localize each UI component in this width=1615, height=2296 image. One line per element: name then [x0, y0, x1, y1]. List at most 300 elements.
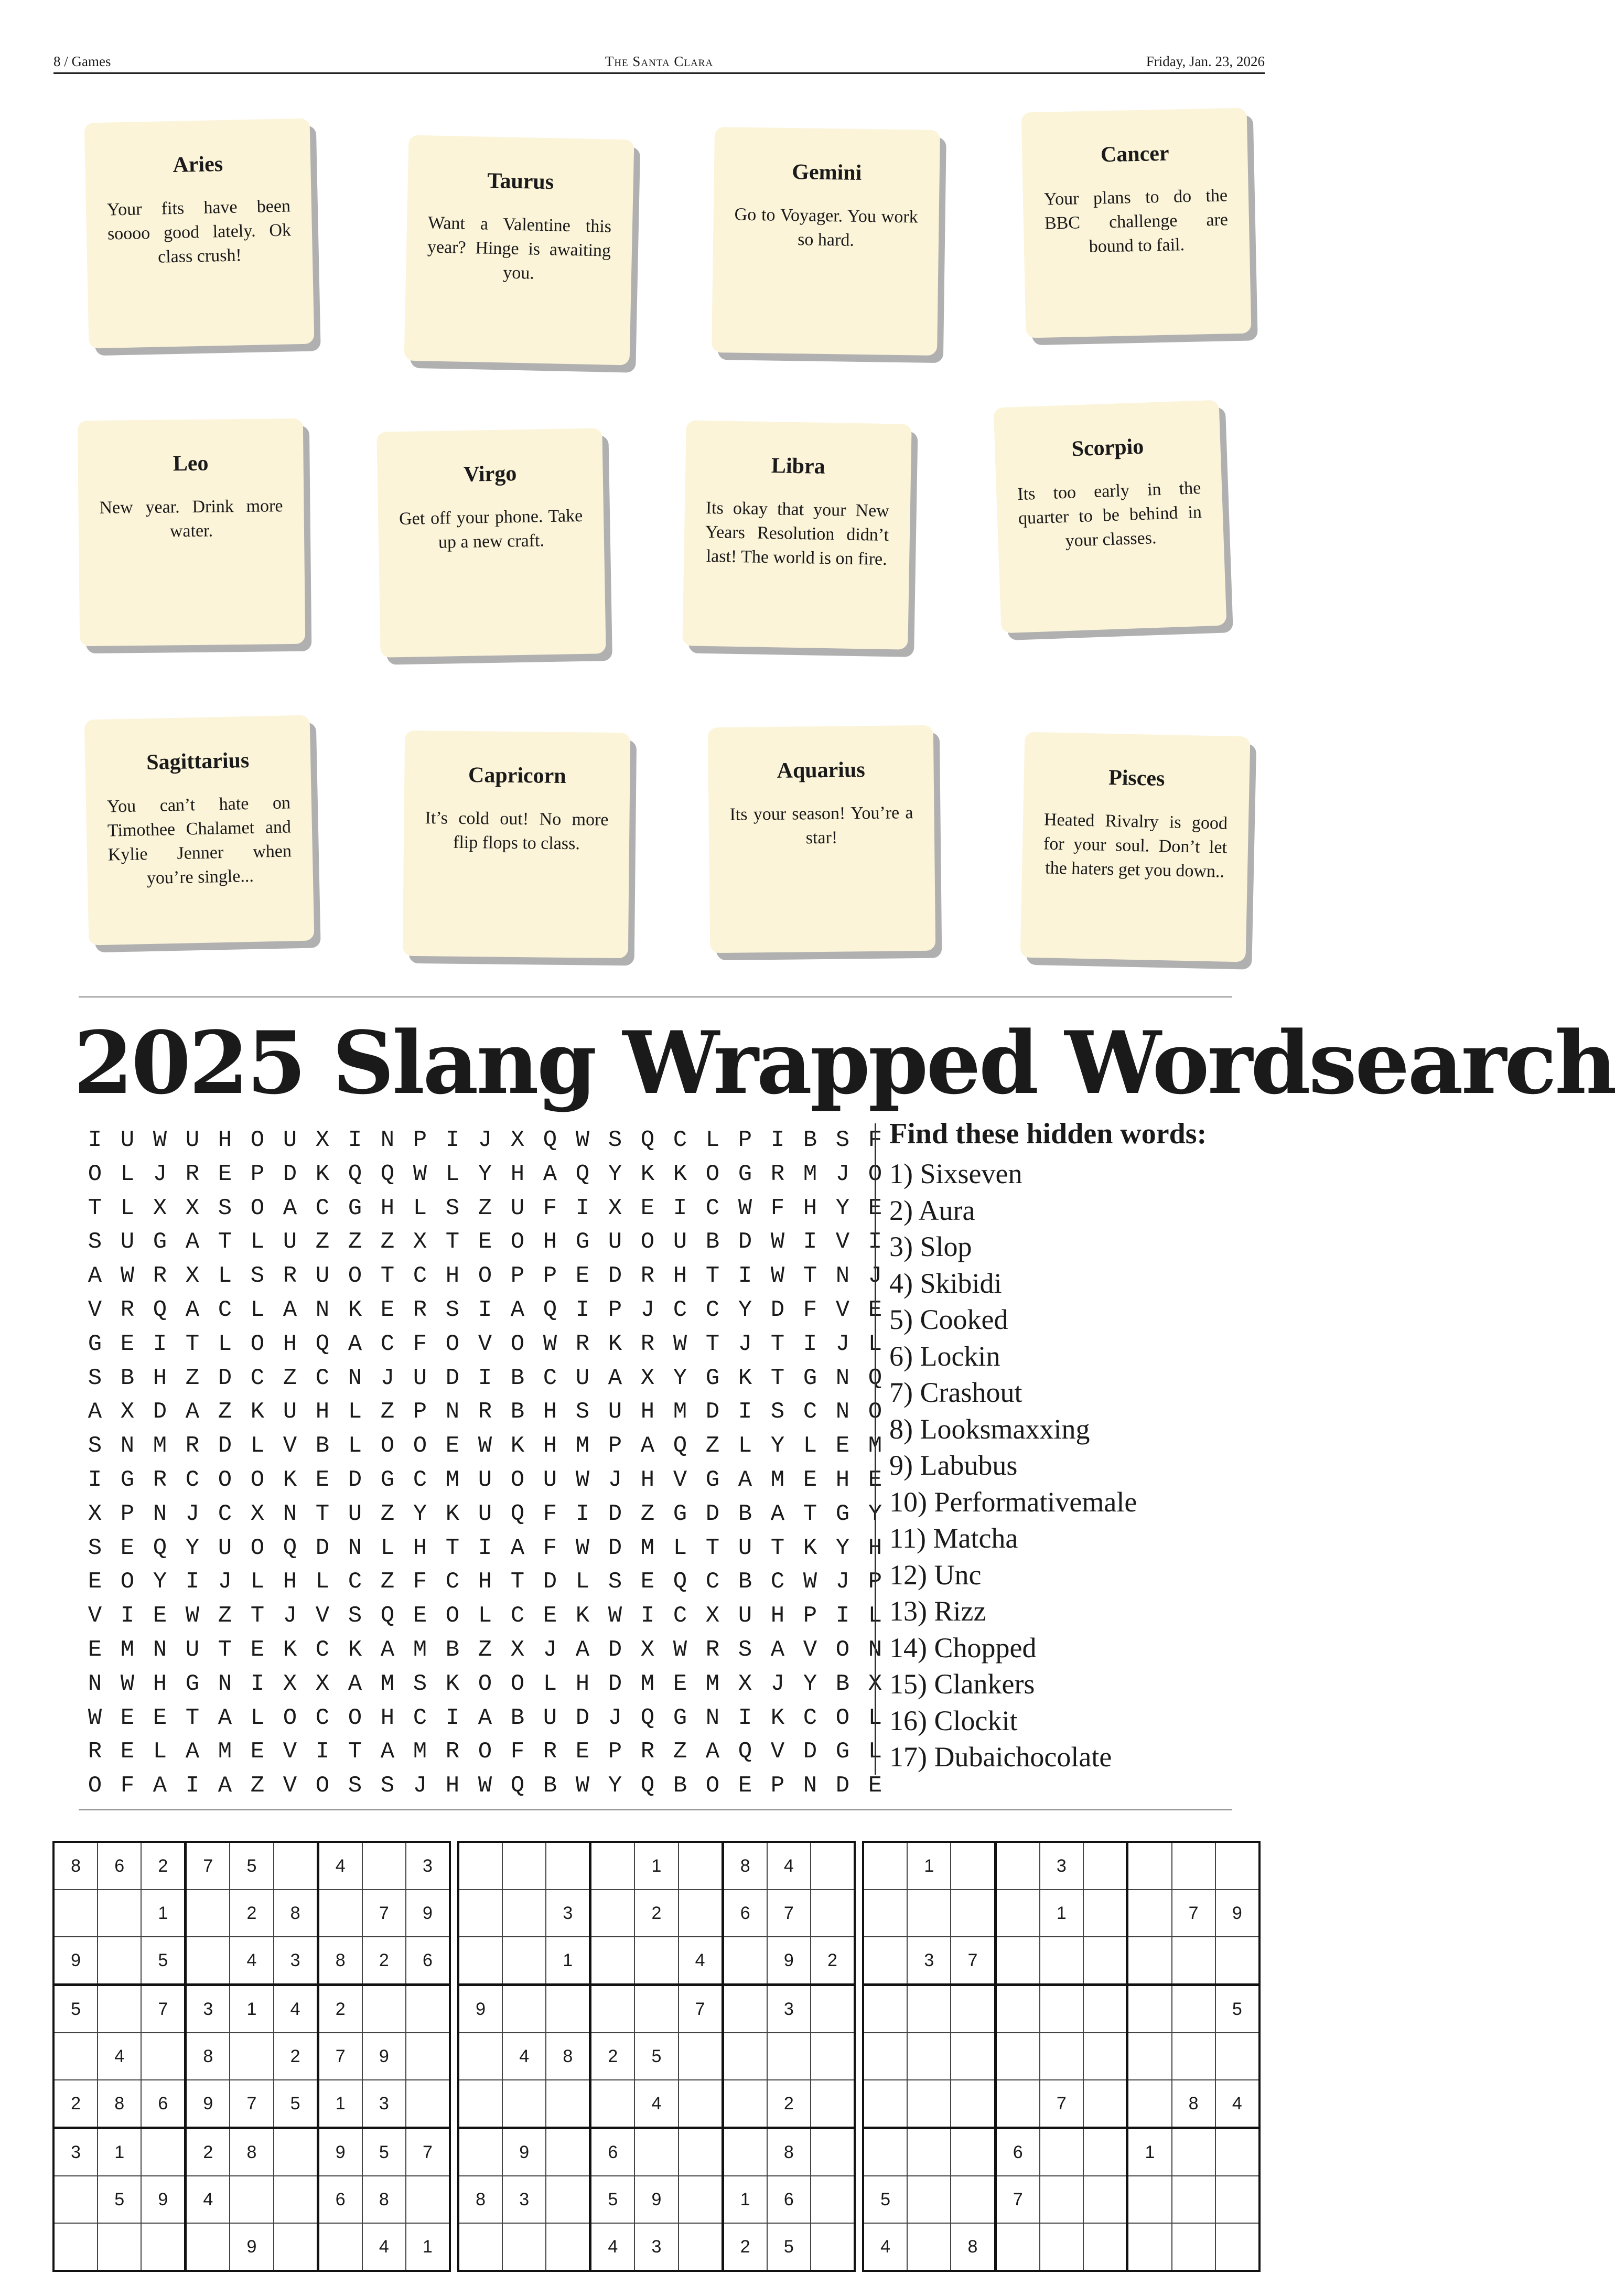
- wordsearch-letter[interactable]: T: [705, 1535, 720, 1561]
- wordsearch-letter[interactable]: P: [120, 1500, 135, 1527]
- wordsearch-letter[interactable]: C: [673, 1603, 687, 1629]
- sudoku-empty-cell[interactable]: [1040, 2223, 1083, 2271]
- sudoku-empty-cell[interactable]: [811, 1985, 855, 2033]
- sudoku-empty-cell[interactable]: [1083, 1985, 1127, 2033]
- wordsearch-letter[interactable]: J: [185, 1500, 200, 1527]
- wordsearch-letter[interactable]: U: [478, 1500, 492, 1527]
- sudoku-empty-cell[interactable]: [1083, 2223, 1127, 2271]
- sudoku-empty-cell[interactable]: [1040, 2033, 1083, 2080]
- wordsearch-letter[interactable]: M: [218, 1739, 232, 1765]
- wordsearch-letter[interactable]: P: [770, 1773, 785, 1799]
- wordsearch-letter[interactable]: A: [88, 1399, 102, 1425]
- wordsearch-letter[interactable]: C: [380, 1331, 395, 1357]
- wordsearch-letter[interactable]: S: [413, 1670, 427, 1697]
- wordsearch-letter[interactable]: D: [153, 1399, 167, 1425]
- wordsearch-letter[interactable]: I: [348, 1127, 362, 1153]
- wordsearch-letter[interactable]: T: [315, 1500, 330, 1527]
- sudoku-empty-cell[interactable]: [907, 1890, 951, 1937]
- wordsearch-letter[interactable]: L: [250, 1704, 265, 1731]
- wordsearch-letter[interactable]: L: [380, 1535, 395, 1561]
- wordsearch-letter[interactable]: W: [738, 1195, 752, 1221]
- sudoku-empty-cell[interactable]: [951, 1985, 995, 2033]
- wordsearch-letter[interactable]: X: [510, 1127, 525, 1153]
- wordsearch-letter[interactable]: A: [770, 1636, 785, 1663]
- wordsearch-letter[interactable]: H: [380, 1704, 395, 1731]
- wordsearch-letter[interactable]: T: [185, 1704, 200, 1731]
- sudoku-empty-cell[interactable]: [546, 2223, 590, 2271]
- wordsearch-letter[interactable]: O: [510, 1466, 525, 1493]
- wordsearch-letter[interactable]: Y: [770, 1433, 785, 1460]
- wordsearch-letter[interactable]: S: [445, 1296, 460, 1323]
- wordsearch-letter[interactable]: J: [770, 1670, 785, 1697]
- wordsearch-letter[interactable]: T: [250, 1603, 265, 1629]
- wordsearch-letter[interactable]: A: [738, 1466, 752, 1493]
- wordsearch-letter[interactable]: H: [835, 1466, 850, 1493]
- wordsearch-letter[interactable]: Z: [315, 1229, 330, 1256]
- wordsearch-letter[interactable]: C: [803, 1399, 817, 1425]
- wordsearch-letter[interactable]: H: [640, 1399, 655, 1425]
- wordsearch-letter[interactable]: X: [608, 1195, 622, 1221]
- sudoku-empty-cell[interactable]: [1127, 1985, 1172, 2033]
- wordsearch-letter[interactable]: N: [380, 1127, 395, 1153]
- sudoku-empty-cell[interactable]: [1172, 2128, 1215, 2176]
- wordsearch-letter[interactable]: L: [803, 1433, 817, 1460]
- sudoku-puzzle-3[interactable]: [862, 1841, 1261, 2272]
- wordsearch-letter[interactable]: O: [250, 1195, 265, 1221]
- wordsearch-letter[interactable]: L: [868, 1331, 882, 1357]
- wordsearch-letter[interactable]: O: [413, 1433, 427, 1460]
- sudoku-empty-cell[interactable]: [546, 2080, 590, 2128]
- wordsearch-letter[interactable]: L: [705, 1127, 720, 1153]
- wordsearch-letter[interactable]: Y: [803, 1670, 817, 1697]
- wordsearch-letter[interactable]: S: [608, 1569, 622, 1595]
- wordsearch-letter[interactable]: C: [543, 1365, 557, 1391]
- sudoku-empty-cell[interactable]: [230, 2033, 273, 2080]
- wordsearch-letter[interactable]: A: [88, 1263, 102, 1290]
- wordsearch-letter[interactable]: C: [673, 1296, 687, 1323]
- wordsearch-letter[interactable]: G: [153, 1229, 167, 1256]
- sudoku-empty-cell[interactable]: [679, 1890, 723, 1937]
- wordsearch-letter[interactable]: T: [88, 1195, 102, 1221]
- wordsearch-letter[interactable]: K: [348, 1636, 362, 1663]
- wordsearch-letter[interactable]: Q: [738, 1739, 752, 1765]
- wordsearch-letter[interactable]: A: [153, 1773, 167, 1799]
- wordsearch-letter[interactable]: E: [88, 1569, 102, 1595]
- wordsearch-letter[interactable]: J: [835, 1569, 850, 1595]
- wordsearch-letter[interactable]: C: [218, 1500, 232, 1527]
- wordsearch-letter[interactable]: C: [185, 1466, 200, 1493]
- wordsearch-letter[interactable]: I: [640, 1603, 655, 1629]
- wordsearch-letter[interactable]: I: [738, 1263, 752, 1290]
- wordsearch-letter[interactable]: S: [218, 1195, 232, 1221]
- wordsearch-letter[interactable]: N: [868, 1636, 882, 1663]
- wordsearch-letter[interactable]: O: [705, 1773, 720, 1799]
- wordsearch-letter[interactable]: G: [348, 1195, 362, 1221]
- wordsearch-letter[interactable]: J: [608, 1466, 622, 1493]
- wordsearch-letter[interactable]: I: [445, 1704, 460, 1731]
- wordsearch-letter[interactable]: K: [283, 1636, 297, 1663]
- wordsearch-letter[interactable]: I: [738, 1399, 752, 1425]
- wordsearch-letter[interactable]: O: [445, 1331, 460, 1357]
- wordsearch-letter[interactable]: F: [543, 1535, 557, 1561]
- sudoku-empty-cell[interactable]: [1127, 1842, 1172, 1890]
- sudoku-empty-cell[interactable]: [1172, 1985, 1215, 2033]
- sudoku-empty-cell[interactable]: [1040, 2128, 1083, 2176]
- wordsearch-letter[interactable]: N: [88, 1670, 102, 1697]
- wordsearch-letter[interactable]: F: [868, 1127, 882, 1153]
- wordsearch-letter[interactable]: G: [185, 1670, 200, 1697]
- wordsearch-letter[interactable]: J: [153, 1161, 167, 1187]
- sudoku-empty-cell[interactable]: [634, 1937, 678, 1985]
- sudoku-empty-cell[interactable]: [723, 1937, 767, 1985]
- wordsearch-letter[interactable]: I: [153, 1331, 167, 1357]
- sudoku-empty-cell[interactable]: [546, 1985, 590, 2033]
- wordsearch-letter[interactable]: I: [575, 1500, 590, 1527]
- wordsearch-letter[interactable]: L: [250, 1433, 265, 1460]
- sudoku-empty-cell[interactable]: [1127, 2223, 1172, 2271]
- wordsearch-letter[interactable]: H: [868, 1535, 882, 1561]
- sudoku-empty-cell[interactable]: [1172, 1842, 1215, 1890]
- sudoku-empty-cell[interactable]: [406, 2176, 450, 2223]
- wordsearch-letter[interactable]: J: [835, 1161, 850, 1187]
- wordsearch-letter[interactable]: J: [608, 1704, 622, 1731]
- wordsearch-letter[interactable]: I: [835, 1603, 850, 1629]
- wordsearch-letter[interactable]: R: [445, 1739, 460, 1765]
- wordsearch-letter[interactable]: R: [478, 1399, 492, 1425]
- wordsearch-letter[interactable]: E: [153, 1603, 167, 1629]
- wordsearch-letter[interactable]: Y: [608, 1773, 622, 1799]
- wordsearch-letter[interactable]: L: [445, 1161, 460, 1187]
- wordsearch-letter[interactable]: W: [575, 1773, 590, 1799]
- wordsearch-letter[interactable]: A: [380, 1636, 395, 1663]
- sudoku-empty-cell[interactable]: [1215, 2223, 1259, 2271]
- wordsearch-letter[interactable]: N: [153, 1636, 167, 1663]
- wordsearch-letter[interactable]: X: [640, 1365, 655, 1391]
- wordsearch-letter[interactable]: Q: [640, 1773, 655, 1799]
- wordsearch-letter[interactable]: P: [413, 1127, 427, 1153]
- wordsearch-letter[interactable]: O: [478, 1739, 492, 1765]
- wordsearch-letter[interactable]: R: [153, 1263, 167, 1290]
- wordsearch-letter[interactable]: J: [380, 1365, 395, 1391]
- wordsearch-letter[interactable]: U: [315, 1263, 330, 1290]
- wordsearch-letter[interactable]: E: [478, 1229, 492, 1256]
- wordsearch-letter[interactable]: I: [770, 1127, 785, 1153]
- wordsearch-letter[interactable]: U: [120, 1229, 135, 1256]
- wordsearch-letter[interactable]: B: [803, 1127, 817, 1153]
- sudoku-empty-cell[interactable]: [863, 2033, 907, 2080]
- wordsearch-letter[interactable]: R: [185, 1161, 200, 1187]
- wordsearch-letter[interactable]: U: [738, 1535, 752, 1561]
- sudoku-empty-cell[interactable]: [1127, 2176, 1172, 2223]
- wordsearch-letter[interactable]: E: [88, 1636, 102, 1663]
- wordsearch-letter[interactable]: S: [88, 1433, 102, 1460]
- wordsearch-letter[interactable]: C: [348, 1569, 362, 1595]
- wordsearch-letter[interactable]: O: [250, 1127, 265, 1153]
- sudoku-empty-cell[interactable]: [458, 1842, 502, 1890]
- wordsearch-letter[interactable]: D: [608, 1670, 622, 1697]
- sudoku-empty-cell[interactable]: [811, 2176, 855, 2223]
- wordsearch-letter[interactable]: T: [185, 1331, 200, 1357]
- wordsearch-letter[interactable]: S: [88, 1229, 102, 1256]
- sudoku-empty-cell[interactable]: [502, 2223, 546, 2271]
- wordsearch-letter[interactable]: E: [868, 1773, 882, 1799]
- wordsearch-letter[interactable]: L: [738, 1433, 752, 1460]
- sudoku-empty-cell[interactable]: [1215, 1842, 1259, 1890]
- wordsearch-letter[interactable]: K: [510, 1433, 525, 1460]
- wordsearch-letter[interactable]: H: [575, 1670, 590, 1697]
- wordsearch-letter[interactable]: Q: [575, 1161, 590, 1187]
- wordsearch-letter[interactable]: L: [348, 1433, 362, 1460]
- wordsearch-letter[interactable]: R: [283, 1263, 297, 1290]
- sudoku-empty-cell[interactable]: [458, 2223, 502, 2271]
- sudoku-empty-cell[interactable]: [546, 1842, 590, 1890]
- wordsearch-letter[interactable]: B: [510, 1399, 525, 1425]
- wordsearch-letter[interactable]: T: [770, 1535, 785, 1561]
- wordsearch-letter[interactable]: A: [185, 1296, 200, 1323]
- wordsearch-letter[interactable]: D: [705, 1399, 720, 1425]
- wordsearch-letter[interactable]: W: [770, 1229, 785, 1256]
- wordsearch-letter[interactable]: A: [608, 1365, 622, 1391]
- sudoku-empty-cell[interactable]: [863, 1937, 907, 1985]
- wordsearch-letter[interactable]: I: [803, 1331, 817, 1357]
- wordsearch-letter[interactable]: E: [315, 1466, 330, 1493]
- sudoku-empty-cell[interactable]: [951, 1890, 995, 1937]
- wordsearch-letter[interactable]: E: [445, 1433, 460, 1460]
- sudoku-empty-cell[interactable]: [1083, 2176, 1127, 2223]
- wordsearch-letter[interactable]: D: [543, 1569, 557, 1595]
- sudoku-empty-cell[interactable]: [458, 1937, 502, 1985]
- sudoku-empty-cell[interactable]: [907, 2080, 951, 2128]
- wordsearch-letter[interactable]: Y: [608, 1161, 622, 1187]
- wordsearch-letter[interactable]: O: [283, 1704, 297, 1731]
- sudoku-empty-cell[interactable]: [907, 2176, 951, 2223]
- wordsearch-letter[interactable]: O: [315, 1773, 330, 1799]
- wordsearch-letter[interactable]: T: [218, 1636, 232, 1663]
- sudoku-empty-cell[interactable]: [723, 2128, 767, 2176]
- wordsearch-letter[interactable]: Z: [380, 1569, 395, 1595]
- sudoku-empty-cell[interactable]: [1172, 1937, 1215, 1985]
- wordsearch-letter[interactable]: E: [413, 1603, 427, 1629]
- wordsearch-letter[interactable]: E: [120, 1331, 135, 1357]
- wordsearch-letter[interactable]: E: [640, 1195, 655, 1221]
- wordsearch-letter[interactable]: I: [673, 1195, 687, 1221]
- wordsearch-letter[interactable]: T: [348, 1739, 362, 1765]
- wordsearch-letter[interactable]: B: [510, 1365, 525, 1391]
- wordsearch-letter[interactable]: O: [120, 1569, 135, 1595]
- sudoku-empty-cell[interactable]: [318, 2223, 362, 2271]
- wordsearch-letter[interactable]: V: [283, 1739, 297, 1765]
- sudoku-empty-cell[interactable]: [995, 1985, 1040, 2033]
- wordsearch-letter[interactable]: F: [770, 1195, 785, 1221]
- wordsearch-letter[interactable]: A: [543, 1161, 557, 1187]
- wordsearch-letter[interactable]: L: [478, 1603, 492, 1629]
- wordsearch-letter[interactable]: H: [380, 1195, 395, 1221]
- sudoku-empty-cell[interactable]: [502, 1890, 546, 1937]
- wordsearch-letter[interactable]: X: [283, 1670, 297, 1697]
- wordsearch-letter[interactable]: P: [250, 1161, 265, 1187]
- wordsearch-letter[interactable]: Y: [835, 1535, 850, 1561]
- sudoku-empty-cell[interactable]: [53, 2176, 98, 2223]
- wordsearch-letter[interactable]: P: [413, 1399, 427, 1425]
- wordsearch-letter[interactable]: I: [250, 1670, 265, 1697]
- wordsearch-letter[interactable]: E: [575, 1263, 590, 1290]
- wordsearch-letter[interactable]: V: [770, 1739, 785, 1765]
- wordsearch-letter[interactable]: N: [315, 1296, 330, 1323]
- wordsearch-letter[interactable]: O: [705, 1161, 720, 1187]
- wordsearch-letter[interactable]: B: [738, 1500, 752, 1527]
- wordsearch-letter[interactable]: Q: [348, 1161, 362, 1187]
- wordsearch-letter[interactable]: L: [218, 1331, 232, 1357]
- wordsearch-letter[interactable]: E: [120, 1535, 135, 1561]
- sudoku-empty-cell[interactable]: [811, 2080, 855, 2128]
- wordsearch-letter[interactable]: E: [250, 1636, 265, 1663]
- wordsearch-letter[interactable]: R: [185, 1433, 200, 1460]
- wordsearch-letter[interactable]: A: [348, 1670, 362, 1697]
- wordsearch-letter[interactable]: L: [153, 1739, 167, 1765]
- wordsearch-letter[interactable]: K: [673, 1161, 687, 1187]
- wordsearch-letter[interactable]: R: [770, 1161, 785, 1187]
- wordsearch-letter[interactable]: J: [640, 1296, 655, 1323]
- sudoku-empty-cell[interactable]: [98, 1985, 141, 2033]
- wordsearch-letter[interactable]: Z: [185, 1365, 200, 1391]
- wordsearch-letter[interactable]: Q: [640, 1127, 655, 1153]
- wordsearch-letter[interactable]: R: [640, 1739, 655, 1765]
- wordsearch-letter[interactable]: S: [738, 1636, 752, 1663]
- wordsearch-letter[interactable]: W: [803, 1569, 817, 1595]
- sudoku-empty-cell[interactable]: [502, 1985, 546, 2033]
- wordsearch-letter[interactable]: K: [315, 1161, 330, 1187]
- wordsearch-letter[interactable]: E: [575, 1739, 590, 1765]
- wordsearch-letter[interactable]: D: [608, 1535, 622, 1561]
- sudoku-empty-cell[interactable]: [863, 1890, 907, 1937]
- wordsearch-letter[interactable]: P: [510, 1263, 525, 1290]
- wordsearch-letter[interactable]: M: [380, 1670, 395, 1697]
- sudoku-empty-cell[interactable]: [1040, 1937, 1083, 1985]
- sudoku-empty-cell[interactable]: [98, 1890, 141, 1937]
- wordsearch-letter[interactable]: D: [835, 1773, 850, 1799]
- sudoku-empty-cell[interactable]: [995, 2080, 1040, 2128]
- sudoku-puzzle-2[interactable]: [457, 1841, 856, 2272]
- wordsearch-letter[interactable]: O: [250, 1466, 265, 1493]
- wordsearch-letter[interactable]: T: [218, 1229, 232, 1256]
- sudoku-empty-cell[interactable]: [1127, 2033, 1172, 2080]
- sudoku-empty-cell[interactable]: [1172, 2176, 1215, 2223]
- wordsearch-letter[interactable]: U: [575, 1365, 590, 1391]
- wordsearch-letter[interactable]: I: [185, 1773, 200, 1799]
- sudoku-empty-cell[interactable]: [98, 2223, 141, 2271]
- wordsearch-letter[interactable]: L: [868, 1739, 882, 1765]
- wordsearch-letter[interactable]: C: [705, 1195, 720, 1221]
- wordsearch-letter[interactable]: T: [803, 1263, 817, 1290]
- wordsearch-letter[interactable]: X: [153, 1195, 167, 1221]
- sudoku-empty-cell[interactable]: [767, 2033, 811, 2080]
- sudoku-empty-cell[interactable]: [634, 1985, 678, 2033]
- wordsearch-letter[interactable]: D: [770, 1296, 785, 1323]
- wordsearch-letter[interactable]: A: [348, 1331, 362, 1357]
- wordsearch-letter[interactable]: Q: [283, 1535, 297, 1561]
- wordsearch-letter[interactable]: N: [835, 1263, 850, 1290]
- sudoku-empty-cell[interactable]: [1215, 2128, 1259, 2176]
- wordsearch-letter[interactable]: H: [315, 1399, 330, 1425]
- wordsearch-letter[interactable]: H: [445, 1773, 460, 1799]
- wordsearch-letter[interactable]: E: [835, 1433, 850, 1460]
- wordsearch-letter[interactable]: A: [510, 1535, 525, 1561]
- sudoku-empty-cell[interactable]: [679, 2080, 723, 2128]
- sudoku-empty-cell[interactable]: [1172, 2033, 1215, 2080]
- wordsearch-letter[interactable]: G: [738, 1161, 752, 1187]
- sudoku-empty-cell[interactable]: [1127, 2080, 1172, 2128]
- wordsearch-letter[interactable]: J: [218, 1569, 232, 1595]
- wordsearch-letter[interactable]: V: [88, 1603, 102, 1629]
- wordsearch-letter[interactable]: U: [738, 1603, 752, 1629]
- wordsearch-letter[interactable]: T: [445, 1535, 460, 1561]
- wordsearch-letter[interactable]: X: [413, 1229, 427, 1256]
- sudoku-empty-cell[interactable]: [1215, 2033, 1259, 2080]
- wordsearch-letter[interactable]: S: [348, 1773, 362, 1799]
- sudoku-empty-cell[interactable]: [274, 2128, 318, 2176]
- wordsearch-letter[interactable]: Q: [543, 1127, 557, 1153]
- wordsearch-letter[interactable]: H: [283, 1569, 297, 1595]
- wordsearch-letter[interactable]: Y: [413, 1500, 427, 1527]
- wordsearch-letter[interactable]: W: [770, 1263, 785, 1290]
- sudoku-empty-cell[interactable]: [951, 2176, 995, 2223]
- wordsearch-letter[interactable]: J: [413, 1773, 427, 1799]
- sudoku-empty-cell[interactable]: [679, 2223, 723, 2271]
- wordsearch-letter[interactable]: P: [543, 1263, 557, 1290]
- wordsearch-letter[interactable]: W: [185, 1603, 200, 1629]
- wordsearch-letter[interactable]: N: [120, 1433, 135, 1460]
- wordsearch-letter[interactable]: M: [640, 1535, 655, 1561]
- wordsearch-letter[interactable]: J: [738, 1331, 752, 1357]
- wordsearch-letter[interactable]: A: [283, 1296, 297, 1323]
- wordsearch-letter[interactable]: S: [348, 1603, 362, 1629]
- wordsearch-letter[interactable]: L: [120, 1195, 135, 1221]
- wordsearch-letter[interactable]: X: [185, 1195, 200, 1221]
- sudoku-empty-cell[interactable]: [362, 1842, 406, 1890]
- wordsearch-letter[interactable]: K: [445, 1670, 460, 1697]
- sudoku-empty-cell[interactable]: [141, 2128, 186, 2176]
- wordsearch-letter[interactable]: Z: [380, 1500, 395, 1527]
- wordsearch-letter[interactable]: G: [673, 1500, 687, 1527]
- wordsearch-letter[interactable]: P: [738, 1127, 752, 1153]
- wordsearch-letter[interactable]: C: [413, 1466, 427, 1493]
- wordsearch-letter[interactable]: G: [803, 1365, 817, 1391]
- wordsearch-letter[interactable]: O: [478, 1670, 492, 1697]
- wordsearch-letter[interactable]: Y: [153, 1569, 167, 1595]
- wordsearch-letter[interactable]: D: [608, 1636, 622, 1663]
- wordsearch-letter[interactable]: C: [315, 1636, 330, 1663]
- wordsearch-letter[interactable]: R: [640, 1263, 655, 1290]
- wordsearch-letter[interactable]: L: [348, 1399, 362, 1425]
- wordsearch-letter[interactable]: E: [803, 1466, 817, 1493]
- wordsearch-letter[interactable]: A: [640, 1433, 655, 1460]
- sudoku-empty-cell[interactable]: [951, 2128, 995, 2176]
- sudoku-empty-cell[interactable]: [186, 2223, 230, 2271]
- sudoku-empty-cell[interactable]: [811, 1842, 855, 1890]
- wordsearch-letter[interactable]: O: [348, 1263, 362, 1290]
- wordsearch-letter[interactable]: Y: [868, 1500, 882, 1527]
- sudoku-empty-cell[interactable]: [458, 1890, 502, 1937]
- wordsearch-letter[interactable]: B: [835, 1670, 850, 1697]
- wordsearch-letter[interactable]: W: [543, 1331, 557, 1357]
- wordsearch-letter[interactable]: E: [380, 1296, 395, 1323]
- sudoku-empty-cell[interactable]: [1083, 2033, 1127, 2080]
- wordsearch-letter[interactable]: A: [705, 1739, 720, 1765]
- wordsearch-letter[interactable]: U: [543, 1704, 557, 1731]
- wordsearch-letter[interactable]: D: [803, 1739, 817, 1765]
- wordsearch-letter[interactable]: S: [445, 1195, 460, 1221]
- sudoku-empty-cell[interactable]: [230, 2176, 273, 2223]
